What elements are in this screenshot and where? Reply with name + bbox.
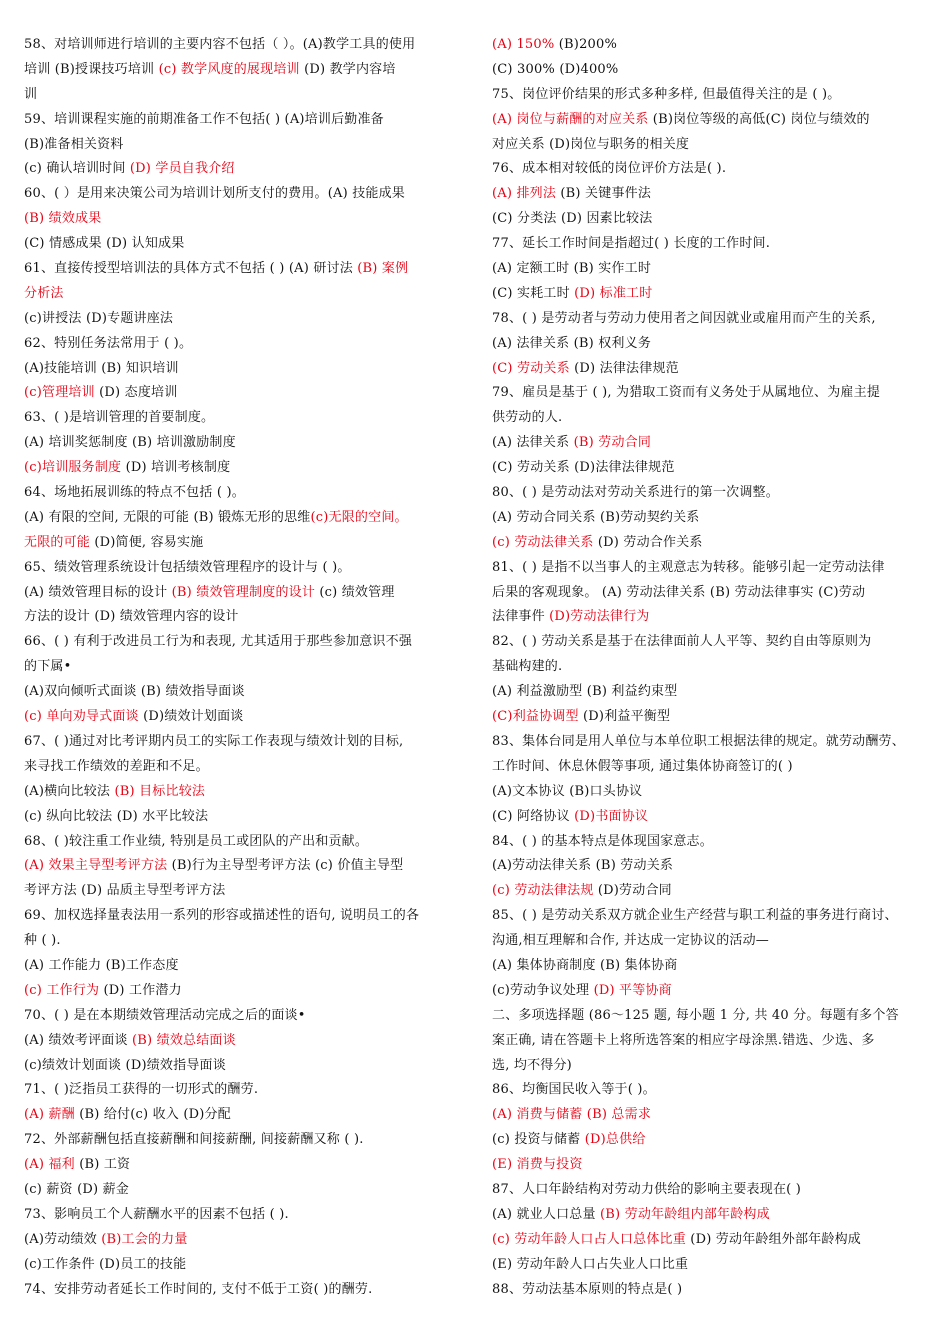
question-text: (A) 绩效考评面谈	[24, 1032, 132, 1048]
question-text: (E) 劳动年龄人口占失业人口比重	[492, 1256, 689, 1272]
answer-highlight: (c) 劳动法律法规	[492, 883, 594, 899]
left-column-line	[24, 182, 464, 207]
question-text: (A) 集体协商制度 (B) 集体协商	[492, 957, 678, 973]
left-column-line	[24, 1078, 464, 1103]
question-text: 对应关系 (D)岗位与职务的相关度	[492, 136, 690, 152]
question-text: (D)利益平衡型	[578, 709, 671, 725]
question-text: (A) 有限的空间, 无限的可能 (B) 锻炼无形的思维	[24, 509, 311, 525]
question-text: (A)横向比较法	[24, 783, 115, 799]
question-text: (A)劳动法律关系 (B) 劳动关系	[492, 858, 674, 874]
right-column-line	[492, 879, 932, 904]
left-column-line	[24, 854, 464, 879]
question-text: 75、岗位评价结果的形式多种多样, 但最值得关注的是 ( )。	[492, 86, 841, 102]
right-column-line	[492, 1078, 932, 1103]
question-text: 训	[24, 86, 38, 102]
question-text: 88、劳动法基本原则的特点是( )	[492, 1281, 683, 1297]
right-column-line	[492, 755, 932, 780]
question-text: (c) 投资与储蓄	[492, 1132, 585, 1148]
question-text: (A)劳动绩效	[24, 1231, 102, 1247]
question-text: (C) 阿络协议	[492, 808, 575, 824]
right-column-line	[492, 307, 932, 332]
left-column-line	[24, 979, 464, 1004]
left-column-line	[24, 755, 464, 780]
question-text: 后果的客观现象。 (A) 劳动法律关系 (B) 劳动法律事实 (C)劳动	[492, 584, 866, 600]
left-column-line	[24, 481, 464, 506]
answer-highlight: (c) 劳动年龄人口占人口总体比重	[492, 1231, 686, 1247]
right-column-line	[492, 780, 932, 805]
right-column-line	[492, 655, 932, 680]
right-column-line	[492, 108, 932, 133]
answer-highlight: (C)利益协调型	[492, 709, 579, 725]
right-column-line	[492, 456, 932, 481]
question-text: 81、( ) 是指不以当事人的主观意志为转移。能够引起一定劳动法律	[492, 559, 885, 575]
question-text: (c)绩效计划面谈 (D)绩效指导面谈	[24, 1057, 226, 1073]
left-column-line	[24, 630, 464, 655]
question-text: 71、( )泛指员工获得的一切形式的酬劳.	[24, 1082, 259, 1098]
question-text: (D) 劳动合作关系	[593, 534, 703, 550]
question-text: 60、( ）是用来决策公司为培训计划所支付的费用。(A) 技能成果	[24, 186, 406, 202]
question-text: 62、特别任务法常用于 ( )。	[24, 335, 193, 351]
question-text: 69、加权选择量表法用一系列的形容或描述性的语句, 说明员工的各	[24, 908, 420, 924]
right-column-line	[492, 630, 932, 655]
right-column-line	[492, 481, 932, 506]
question-text: 65、绩效管理系统设计包括绩效管理程序的设计与 ( )。	[24, 559, 351, 575]
left-column-line	[24, 357, 464, 382]
answer-highlight: (B)工会的力量	[101, 1231, 188, 1247]
right-column-line	[492, 556, 932, 581]
left-column-line	[24, 133, 464, 158]
right-column-line	[492, 381, 932, 406]
left-column-line	[24, 531, 464, 556]
right-column-line	[492, 406, 932, 431]
question-text: 培训 (B)授课技巧培训	[24, 61, 159, 77]
right-column-line	[492, 581, 932, 606]
question-text: (A)技能培训 (B) 知识培训	[24, 360, 179, 376]
right-column-line	[492, 605, 932, 630]
answer-highlight: (A) 薪酬	[24, 1107, 75, 1123]
question-text: 的下属•	[24, 659, 72, 675]
right-column-line	[492, 929, 932, 954]
answer-highlight: (c)管理培训	[24, 385, 95, 401]
left-column-line	[24, 705, 464, 730]
answer-highlight: (D) 标准工时	[574, 285, 653, 301]
question-text: 76、成本相对较低的岗位评价方法是( ).	[492, 161, 727, 177]
answer-highlight: (A) 福利	[24, 1157, 75, 1173]
question-text: 82、( ) 劳动关系是基于在法律面前人人平等、契约自由等原则为	[492, 634, 872, 650]
left-column-line	[24, 780, 464, 805]
question-text: 87、人口年龄结构对劳动力供给的影响主要表现在( )	[492, 1181, 802, 1197]
right-column-line	[492, 83, 932, 108]
question-text: (C) 实耗工时	[492, 285, 575, 301]
answer-highlight: (D)总供给	[584, 1132, 646, 1148]
question-text: (D) 培训考核制度	[121, 460, 231, 476]
left-column-line	[24, 655, 464, 680]
answer-highlight: (A) 岗位与薪酬的对应关系	[492, 111, 649, 127]
left-column-line	[24, 680, 464, 705]
answer-highlight: (A) 排列法	[492, 186, 557, 202]
left-column-line	[24, 556, 464, 581]
question-text: (C) 300% (D)400%	[492, 61, 619, 77]
right-column-line	[492, 282, 932, 307]
answer-highlight: (B) 目标比较法	[114, 783, 206, 799]
question-text: (D) 教学内容培	[299, 61, 396, 77]
question-text: 64、场地拓展训练的特点不包括 ( )。	[24, 485, 245, 501]
left-column-line	[24, 1054, 464, 1079]
right-column-line	[492, 207, 932, 232]
right-column-line	[492, 979, 932, 1004]
right-column-line	[492, 1029, 932, 1054]
left-column-line	[24, 1004, 464, 1029]
answer-highlight: 无限的可能	[24, 534, 91, 550]
question-text: (c) 纵向比较法 (D) 水平比较法	[24, 808, 209, 824]
left-column-line	[24, 257, 464, 282]
question-text: 选, 均不得分)	[492, 1057, 572, 1073]
right-column-line	[492, 680, 932, 705]
answer-highlight: (D)劳动法律行为	[549, 609, 650, 625]
left-column-line	[24, 282, 464, 307]
left-column-line	[24, 1153, 464, 1178]
answer-highlight: (E) 消费与投资	[492, 1157, 583, 1173]
left-column-line	[24, 1178, 464, 1203]
left-column-line	[24, 33, 464, 58]
right-column-line	[492, 1203, 932, 1228]
question-text: (A)文本协议 (B)口头协议	[492, 783, 643, 799]
right-column-line	[492, 58, 932, 83]
left-column	[24, 33, 464, 1302]
left-column-line	[24, 506, 464, 531]
answer-highlight: (C) 劳动关系	[492, 360, 570, 376]
question-text: 63、( )是培训管理的首要制度。	[24, 410, 215, 426]
question-text: 来寻找工作绩效的差距和不足。	[24, 758, 209, 774]
right-column-line	[492, 1054, 932, 1079]
question-text: (A) 工作能力 (B)工作态度	[24, 957, 179, 973]
question-text: (D) 法律法律规范	[569, 360, 679, 376]
right-column-line	[492, 257, 932, 282]
right-column-line	[492, 830, 932, 855]
question-text: 考评方法 (D) 品质主导型考评方法	[24, 883, 226, 899]
left-column-line	[24, 83, 464, 108]
right-column-line	[492, 506, 932, 531]
left-column-line	[24, 730, 464, 755]
question-text: 73、影响员工个人薪酬水平的因素不包括 ( ).	[24, 1206, 289, 1222]
question-text: 种 ( ).	[24, 933, 61, 949]
left-column-line	[24, 431, 464, 456]
question-text: (c)劳动争议处理	[492, 982, 594, 998]
question-text: 案正确, 请在答题卡上将所选答案的相应字母涂黑.错选、少选、多	[492, 1032, 875, 1048]
answer-highlight: (B) 案例	[357, 261, 409, 277]
question-text: (B) 工资	[74, 1157, 131, 1173]
left-column-line	[24, 1253, 464, 1278]
question-text: (A) 法律关系 (B) 权利义务	[492, 335, 652, 351]
left-column-line	[24, 1278, 464, 1303]
right-column-line	[492, 531, 932, 556]
question-text: 74、安排劳动者延长工作时间的, 支付不低于工资( )的酬劳.	[24, 1281, 373, 1297]
question-text: (c) 绩效管理	[315, 584, 395, 600]
question-text: 68、( )较注重工作业绩, 特别是员工或团队的产出和贡献。	[24, 833, 369, 849]
question-text: (c)工作条件 (D)员工的技能	[24, 1256, 187, 1272]
question-text: (A) 就业人口总量	[492, 1206, 600, 1222]
question-text: 58、对培训师进行培训的主要内容不包括（ ）。(A)教学工具的使用	[24, 37, 416, 52]
question-text: 72、外部薪酬包括直接薪酬和间接薪酬, 间接薪酬又称 ( ).	[24, 1132, 364, 1148]
answer-highlight: (B) 劳动年龄组内部年龄构成	[600, 1206, 770, 1222]
question-text: (c) 确认培训时间	[24, 161, 130, 177]
question-text: 工作时间、休息休假等事项, 通过集体协商签订的( )	[492, 758, 793, 774]
left-column-line	[24, 805, 464, 830]
right-column-line	[492, 33, 932, 58]
answer-highlight: (B) 绩效总结面谈	[132, 1032, 236, 1048]
left-column-line	[24, 232, 464, 257]
left-column-line	[24, 879, 464, 904]
left-column-line	[24, 954, 464, 979]
right-column-line	[492, 1103, 932, 1128]
left-column-line	[24, 406, 464, 431]
left-column-line	[24, 929, 464, 954]
right-column-line	[492, 730, 932, 755]
right-column-line	[492, 182, 932, 207]
right-column-line	[492, 133, 932, 158]
left-column-line	[24, 1128, 464, 1153]
question-text: 61、直接传授型培训法的具体方式不包括 ( ) (A) 研讨法	[24, 261, 358, 277]
left-column-line	[24, 830, 464, 855]
answer-highlight: 分析法	[24, 285, 64, 301]
left-column-line	[24, 456, 464, 481]
question-text: (A) 利益激励型 (B) 利益约束型	[492, 684, 678, 700]
question-text: 沟通,相互理解和合作, 并达成一定协议的活动—	[492, 933, 769, 949]
left-column-line	[24, 108, 464, 133]
left-column-line	[24, 581, 464, 606]
question-text: (B)200%	[554, 37, 618, 52]
right-column-line	[492, 954, 932, 979]
question-text: (A) 培训奖惩制度 (B) 培训激励制度	[24, 435, 236, 451]
left-column-line	[24, 1228, 464, 1253]
left-column-line	[24, 904, 464, 929]
right-column-line	[492, 1153, 932, 1178]
left-column-line	[24, 207, 464, 232]
question-text: (D) 劳动年龄组外部年龄构成	[685, 1231, 861, 1247]
answer-highlight: (c)无限的空间。	[310, 509, 408, 525]
left-column-line	[24, 307, 464, 332]
question-text: (c)讲授法 (D)专题讲座法	[24, 310, 174, 326]
question-text: 66、( ) 有利于改进员工行为和表现, 尤其适用于那些参加意识不强	[24, 634, 413, 650]
question-text: (D) 工作潜力	[99, 982, 182, 998]
question-text: 83、集体台同是用人单位与本单位职工根据法律的规定。就劳动酬劳、	[492, 733, 905, 749]
question-text: (A) 法律关系	[492, 435, 574, 451]
answer-highlight: (c) 教学风度的展现培训	[158, 61, 300, 77]
question-text: (C) 劳动关系 (D)法律法律规范	[492, 460, 675, 476]
answer-highlight: (D) 平等协商	[593, 982, 672, 998]
question-text: 59、培训课程实施的前期准备工作不包括( ) (A)培训后勤准备	[24, 111, 384, 127]
right-column-line	[492, 357, 932, 382]
question-text: 80、( ) 是劳动法对劳动关系进行的第一次调整。	[492, 485, 779, 501]
right-column-line	[492, 232, 932, 257]
question-text: (D)劳动合同	[593, 883, 672, 899]
question-text: (B)行为主导型考评方法 (c) 价值主导型	[167, 858, 404, 874]
right-column-line	[492, 1128, 932, 1153]
right-column-line	[492, 431, 932, 456]
left-column-line	[24, 381, 464, 406]
question-text: 70、( ) 是在本期绩效管理活动完成之后的面谈•	[24, 1007, 306, 1023]
question-text: 78、( ) 是劳动者与劳动力使用者之间因就业或雇用而产生的关系,	[492, 310, 876, 326]
answer-highlight: (B) 劳动合同	[573, 435, 652, 451]
question-text: 77、延长工作时间是指超过( ) 长度的工作时间.	[492, 236, 771, 252]
question-text: 基础构建的.	[492, 659, 563, 675]
right-column-line	[492, 1228, 932, 1253]
question-text: (D)简便, 容易实施	[90, 534, 204, 550]
question-text: 86、均衡国民收入等于( )。	[492, 1082, 656, 1098]
question-text: 79、雇员是基于 ( ), 为猎取工资而有义务处于从属地位、为雇主提	[492, 385, 881, 401]
right-column-line	[492, 157, 932, 182]
question-text: (B)准备相关资料	[24, 136, 124, 152]
right-column-line	[492, 705, 932, 730]
question-text: (B)岗位等级的高低(C) 岗位与绩效的	[648, 111, 870, 127]
left-column-line	[24, 605, 464, 630]
question-text: 方法的设计 (D) 绩效管理内容的设计	[24, 609, 239, 625]
right-column-line	[492, 332, 932, 357]
left-column-line	[24, 58, 464, 83]
answer-highlight: (A) 消费与储蓄 (B) 总需求	[492, 1107, 652, 1123]
question-text: (D)绩效计划面谈	[138, 709, 244, 725]
right-column-line	[492, 1253, 932, 1278]
left-column-line	[24, 157, 464, 182]
question-text: (A) 绩效管理目标的设计	[24, 584, 172, 600]
answer-highlight: (A) 效果主导型考评方法	[24, 858, 168, 874]
answer-highlight: (B) 绩效成果	[24, 211, 102, 227]
question-text: (B) 关键事件法	[556, 186, 652, 202]
question-text: (D) 态度培训	[94, 385, 178, 401]
right-column-line	[492, 805, 932, 830]
answer-highlight: (c) 工作行为	[24, 982, 100, 998]
answer-highlight: (D)书面协议	[574, 808, 649, 824]
right-column-line	[492, 1004, 932, 1029]
answer-highlight: (D) 学员自我介绍	[129, 161, 235, 177]
right-column-line	[492, 854, 932, 879]
question-text: 供劳动的人.	[492, 410, 563, 426]
question-text: (B) 给付(c) 收入 (D)分配	[74, 1107, 231, 1123]
question-text: (A) 定额工时 (B) 实作工时	[492, 261, 652, 277]
question-text: (A) 劳动合同关系 (B)劳动契约关系	[492, 509, 700, 525]
answer-highlight: (A) 150%	[492, 37, 555, 52]
left-column-line	[24, 1103, 464, 1128]
question-text: 二、多项选择题 (86～125 题, 每小题 1 分, 共 40 分。每题有多个答	[492, 1007, 899, 1023]
answer-highlight: (B) 绩效管理制度的设计	[171, 584, 316, 600]
right-column-line	[492, 904, 932, 929]
answer-highlight: (c) 劳动法律关系	[492, 534, 594, 550]
question-text: 85、( ) 是劳动关系双方就企业生产经营与职工利益的事务进行商讨、	[492, 908, 898, 924]
question-text: 67、( )通过对比考评期内员工的实际工作表现与绩效计划的目标,	[24, 733, 404, 749]
right-column-line	[492, 1278, 932, 1303]
question-text: 84、( ) 的基本特点是体现国家意志。	[492, 833, 713, 849]
left-column-line	[24, 1029, 464, 1054]
answer-highlight: (c)培训服务制度	[24, 460, 122, 476]
question-text: 法律事件	[492, 609, 550, 625]
left-column-line	[24, 332, 464, 357]
question-text: (C) 情感成果 (D) 认知成果	[24, 236, 185, 252]
question-text: (C) 分类法 (D) 因素比较法	[492, 211, 653, 227]
question-text: (A)双向倾听式面谈 (B) 绩效指导面谈	[24, 684, 245, 700]
right-column-line	[492, 1178, 932, 1203]
left-column-line	[24, 1203, 464, 1228]
answer-highlight: (c) 单向劝导式面谈	[24, 709, 139, 725]
right-column	[492, 33, 932, 1302]
question-text: (c) 薪资 (D) 薪金	[24, 1181, 129, 1197]
